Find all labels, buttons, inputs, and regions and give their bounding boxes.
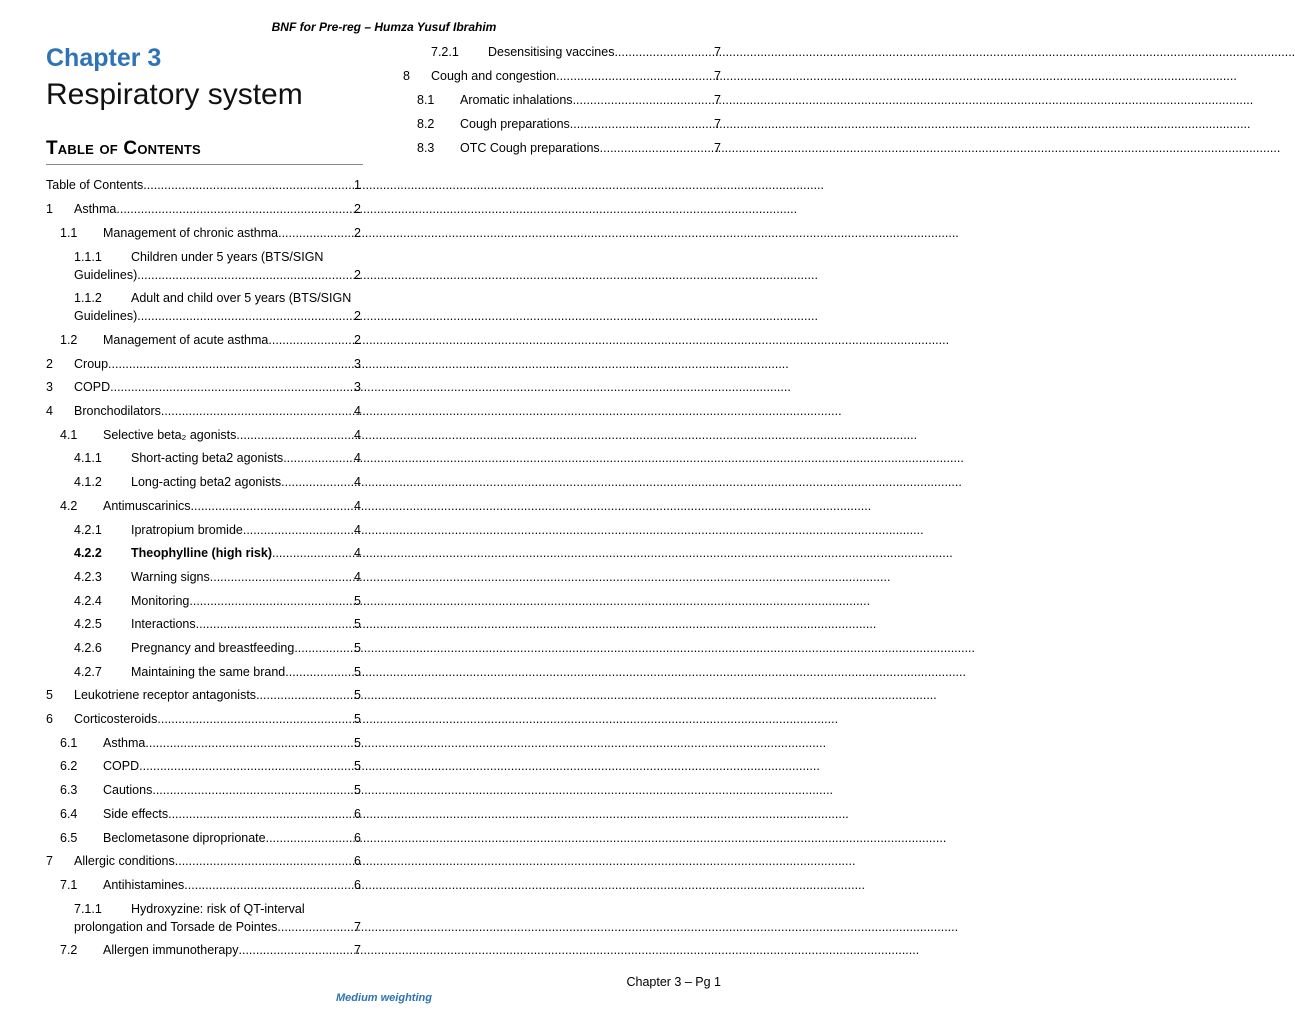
toc-entry-title: Cautions bbox=[103, 783, 153, 797]
toc-entry-number: 4.1 bbox=[60, 428, 78, 442]
toc-leader-dots bbox=[283, 449, 354, 467]
toc-entry-title: Monitoring bbox=[131, 594, 190, 608]
toc-entry[interactable] bbox=[46, 176, 361, 194]
toc-entry-number: 6.4 bbox=[60, 807, 78, 821]
toc-entry-title: Antihistamines bbox=[103, 878, 185, 892]
chapter-number: Chapter 3 bbox=[46, 44, 162, 72]
toc-entry-number: 4 bbox=[46, 404, 53, 418]
toc-entry[interactable] bbox=[46, 355, 361, 373]
toc-entry-page: 7 bbox=[714, 141, 721, 155]
toc-leader-dots bbox=[152, 781, 354, 799]
toc-entry-page: 5 bbox=[354, 665, 361, 679]
toc-entry[interactable] bbox=[417, 139, 721, 157]
toc-entry-number: 5 bbox=[46, 688, 53, 702]
toc-entry-title: Adult and child over 5 years (BTS/SIGN bbox=[131, 291, 352, 305]
toc-entry-title: Cough and congestion bbox=[431, 69, 557, 83]
toc-entry-number: 2 bbox=[46, 357, 53, 371]
toc-entry-title: Ipratropium bromide bbox=[131, 523, 243, 537]
toc-entry-number: 1.1 bbox=[60, 226, 78, 240]
toc-entry-page: 4 bbox=[354, 546, 361, 560]
toc-entry-page: 4 bbox=[354, 523, 361, 537]
toc-leader-dots bbox=[168, 805, 354, 823]
toc-entry[interactable] bbox=[46, 402, 361, 420]
toc-entry-number: 4.1.1 bbox=[74, 451, 102, 465]
toc-entry-page: 7 bbox=[714, 45, 721, 59]
toc-leader-dots bbox=[196, 615, 354, 633]
toc-leader-dots bbox=[116, 200, 354, 218]
toc-leader-dots bbox=[189, 592, 354, 610]
toc-entry[interactable] bbox=[60, 757, 361, 775]
toc-leader-dots bbox=[175, 852, 354, 870]
toc-entry-title: COPD bbox=[103, 759, 140, 773]
toc-entry-title: Asthma bbox=[74, 202, 117, 216]
toc-entry[interactable] bbox=[60, 781, 361, 799]
toc-entry-page: 2 bbox=[354, 202, 361, 216]
toc-entry-number: 4.2.5 bbox=[74, 617, 102, 631]
toc-entry-number: 8 bbox=[403, 69, 410, 83]
toc-entry[interactable] bbox=[431, 43, 721, 61]
toc-entry-page: 4 bbox=[354, 451, 361, 465]
toc-entry-page: 5 bbox=[354, 594, 361, 608]
toc-entry-title: Antimuscarinics bbox=[103, 499, 191, 513]
toc-entry[interactable] bbox=[417, 115, 721, 133]
toc-leader-dots bbox=[266, 829, 354, 847]
running-header: BNF for Pre-reg – Humza Yusuf Ibrahim bbox=[271, 20, 497, 34]
toc-entry-number: 7.1.1 bbox=[74, 902, 102, 916]
toc-leader-dots bbox=[157, 710, 354, 728]
toc-entry-page: 5 bbox=[354, 617, 361, 631]
toc-entry-page: 6 bbox=[354, 807, 361, 821]
toc-entry-page: 5 bbox=[354, 783, 361, 797]
toc-entry-page: 2 bbox=[354, 333, 361, 347]
toc-entry-page: 3 bbox=[354, 357, 361, 371]
toc-entry-title-continued: Guidelines) bbox=[74, 309, 138, 323]
toc-entry-title: Allergen immunotherapy bbox=[103, 943, 239, 957]
toc-entry-title: Management of acute asthma bbox=[103, 333, 269, 347]
toc-leader-dots bbox=[573, 91, 714, 109]
toc-leader-dots bbox=[236, 426, 354, 444]
toc-entry-title: Maintaining the same brand bbox=[131, 665, 286, 679]
toc-entry[interactable] bbox=[60, 805, 361, 823]
toc-entry[interactable] bbox=[60, 941, 361, 959]
toc-entry-title: Bronchodilators bbox=[74, 404, 161, 418]
toc-entry[interactable] bbox=[74, 544, 361, 562]
toc-entry-title: Selective beta₂ agonists bbox=[103, 428, 237, 442]
toc-entry[interactable] bbox=[74, 639, 361, 657]
toc-entry-title: Interactions bbox=[131, 617, 196, 631]
toc-entry[interactable] bbox=[60, 734, 361, 752]
toc-leader-dots bbox=[161, 402, 354, 420]
toc-leader-dots bbox=[210, 568, 354, 586]
toc-entry-title: Pregnancy and breastfeeding bbox=[131, 641, 295, 655]
toc-entry-page: 5 bbox=[354, 736, 361, 750]
toc-entry-page: 5 bbox=[354, 712, 361, 726]
toc-leader-dots bbox=[272, 544, 354, 562]
toc-entry-title: Table of Contents bbox=[46, 178, 144, 192]
toc-entry[interactable] bbox=[60, 497, 361, 515]
toc-entry-title-continued: Guidelines) bbox=[74, 268, 138, 282]
toc-entry-page: 4 bbox=[354, 499, 361, 513]
toc-entry[interactable] bbox=[74, 568, 361, 586]
toc-entry-title-continued: prolongation and Torsade de Pointes bbox=[74, 920, 278, 934]
toc-entry-title: Warning signs bbox=[131, 570, 210, 584]
toc-entry-title: Desensitising vaccines bbox=[488, 45, 615, 59]
page-number: Chapter 3 – Pg 1 bbox=[626, 975, 721, 989]
toc-entry-number: 4.1.2 bbox=[74, 475, 102, 489]
toc-entry[interactable] bbox=[74, 289, 361, 325]
toc-entry[interactable] bbox=[46, 710, 361, 728]
toc-entry-number: 1.2 bbox=[60, 333, 78, 347]
toc-entry-title: Asthma bbox=[103, 736, 146, 750]
toc-entry[interactable] bbox=[417, 91, 721, 109]
toc-entry-title: Leukotriene receptor antagonists bbox=[74, 688, 257, 702]
toc-leader-dots bbox=[191, 497, 355, 515]
toc-leader-dots bbox=[256, 686, 354, 704]
toc-leader-dots bbox=[184, 876, 354, 894]
toc-entry-number: 4.2.1 bbox=[74, 523, 102, 537]
toc-entry-number: 4.2 bbox=[60, 499, 78, 513]
toc-entry-number: 7.2 bbox=[60, 943, 78, 957]
toc-entry-number: 6.2 bbox=[60, 759, 78, 773]
toc-entry-title: Long-acting beta2 agonists bbox=[131, 475, 282, 489]
toc-entry[interactable] bbox=[74, 248, 361, 284]
toc-entry-title: COPD bbox=[74, 380, 111, 394]
toc-entry[interactable] bbox=[60, 331, 361, 349]
toc-leader-dots bbox=[137, 266, 354, 284]
toc-entry-page: 4 bbox=[354, 475, 361, 489]
toc-entry-page: 4 bbox=[354, 428, 361, 442]
toc-entry-number: 8.1 bbox=[417, 93, 435, 107]
toc-leader-dots bbox=[243, 521, 354, 539]
toc-leader-dots bbox=[556, 67, 714, 85]
toc-entry[interactable] bbox=[74, 615, 361, 633]
toc-entry-number: 4.2.2 bbox=[74, 546, 102, 560]
toc-leader-dots bbox=[108, 355, 354, 373]
toc-entry-title: Allergic conditions bbox=[74, 854, 175, 868]
toc-entry-number: 1.1.1 bbox=[74, 250, 102, 264]
toc-entry[interactable] bbox=[60, 224, 361, 242]
weighting-label: Medium weighting bbox=[336, 992, 432, 1004]
toc-entry[interactable] bbox=[46, 378, 361, 396]
toc-leader-dots bbox=[139, 757, 354, 775]
toc-entry-number: 6.1 bbox=[60, 736, 78, 750]
toc-entry-title: Short-acting beta2 agonists bbox=[131, 451, 284, 465]
toc-entry[interactable] bbox=[74, 663, 361, 681]
toc-entry-title: Theophylline (high risk) bbox=[131, 546, 272, 560]
toc-entry[interactable] bbox=[60, 876, 361, 894]
chapter-title: Respiratory system bbox=[46, 78, 303, 111]
toc-entry-page: 3 bbox=[354, 380, 361, 394]
toc-entry-number: 6.3 bbox=[60, 783, 78, 797]
toc-entry-page: 2 bbox=[354, 226, 361, 240]
toc-leader-dots bbox=[294, 639, 354, 657]
toc-entry-number: 1 bbox=[46, 202, 53, 216]
toc-leader-dots bbox=[110, 378, 354, 396]
toc-entry-page: 1 bbox=[354, 178, 361, 192]
toc-entry[interactable] bbox=[74, 592, 361, 610]
toc-entry-page: 4 bbox=[354, 404, 361, 418]
toc-leader-dots bbox=[268, 331, 354, 349]
toc-entry-page: 5 bbox=[354, 641, 361, 655]
toc-entry[interactable] bbox=[46, 852, 361, 870]
toc-entry-number: 7 bbox=[46, 854, 53, 868]
toc-entry-page: 6 bbox=[354, 831, 361, 845]
toc-entry-number: 6 bbox=[46, 712, 53, 726]
toc-entry[interactable] bbox=[46, 200, 361, 218]
toc-entry-page: 2 bbox=[354, 268, 361, 282]
toc-leader-dots bbox=[281, 473, 354, 491]
toc-leader-dots bbox=[570, 115, 714, 133]
toc-entry-page: 5 bbox=[354, 688, 361, 702]
toc-entry-title: Side effects bbox=[103, 807, 169, 821]
toc-entry-number: 8.3 bbox=[417, 141, 435, 155]
toc-leader-dots bbox=[614, 43, 714, 61]
toc-entry-number: 4.2.7 bbox=[74, 665, 102, 679]
toc-entry-number: 4.2.4 bbox=[74, 594, 102, 608]
toc-leader-dots bbox=[143, 176, 354, 194]
toc-entry[interactable] bbox=[74, 473, 361, 491]
toc-entry-page: 2 bbox=[354, 309, 361, 323]
toc-entry-page: 6 bbox=[354, 878, 361, 892]
toc-entry-page: 7 bbox=[714, 69, 721, 83]
toc-leader-dots bbox=[285, 663, 354, 681]
toc-entry-number: 6.5 bbox=[60, 831, 78, 845]
toc-entry-title: Management of chronic asthma bbox=[103, 226, 279, 240]
toc-entry-title: Aromatic inhalations bbox=[460, 93, 573, 107]
toc-leader-dots bbox=[278, 224, 354, 242]
toc-entry-number: 3 bbox=[46, 380, 53, 394]
toc-entry-title: Hydroxyzine: risk of QT-interval bbox=[131, 902, 305, 916]
toc-entry[interactable] bbox=[74, 521, 361, 539]
toc-entry[interactable] bbox=[74, 449, 361, 467]
toc-entry-number: 1.1.2 bbox=[74, 291, 102, 305]
toc-entry-title: Children under 5 years (BTS/SIGN bbox=[131, 250, 324, 264]
toc-entry[interactable] bbox=[46, 686, 361, 704]
toc-entry-number: 4.2.3 bbox=[74, 570, 102, 584]
toc-entry-page: 6 bbox=[354, 854, 361, 868]
toc-leader-dots bbox=[137, 307, 354, 325]
toc-entry-page: 7 bbox=[354, 920, 361, 934]
toc-entry-number: 8.2 bbox=[417, 117, 435, 131]
toc-entry[interactable] bbox=[60, 829, 361, 847]
toc-entry-title: Croup bbox=[74, 357, 109, 371]
toc-entry-title: Beclometasone diproprionate bbox=[103, 831, 266, 845]
toc-leader-dots bbox=[600, 139, 714, 157]
toc-entry-page: 4 bbox=[354, 570, 361, 584]
toc-leader-dots bbox=[277, 918, 354, 936]
toc-leader-dots bbox=[239, 941, 355, 959]
toc-entry-title: OTC Cough preparations bbox=[460, 141, 600, 155]
toc-heading: Table of Contents bbox=[46, 138, 363, 165]
toc-entry[interactable] bbox=[60, 426, 361, 444]
toc-entry-number: 7.1 bbox=[60, 878, 78, 892]
toc-entry[interactable] bbox=[74, 900, 361, 936]
toc-entry-title: Cough preparations bbox=[460, 117, 570, 131]
toc-entry-page: 7 bbox=[714, 93, 721, 107]
toc-entry-page: 7 bbox=[354, 943, 361, 957]
toc-entry-page: 7 bbox=[714, 117, 721, 131]
toc-leader-dots bbox=[145, 734, 354, 752]
toc-entry-page: 5 bbox=[354, 759, 361, 773]
toc-entry-number: 7.2.1 bbox=[431, 45, 459, 59]
toc-entry-title: Corticosteroids bbox=[74, 712, 158, 726]
toc-entry-number: 4.2.6 bbox=[74, 641, 102, 655]
toc-entry[interactable] bbox=[403, 67, 721, 85]
